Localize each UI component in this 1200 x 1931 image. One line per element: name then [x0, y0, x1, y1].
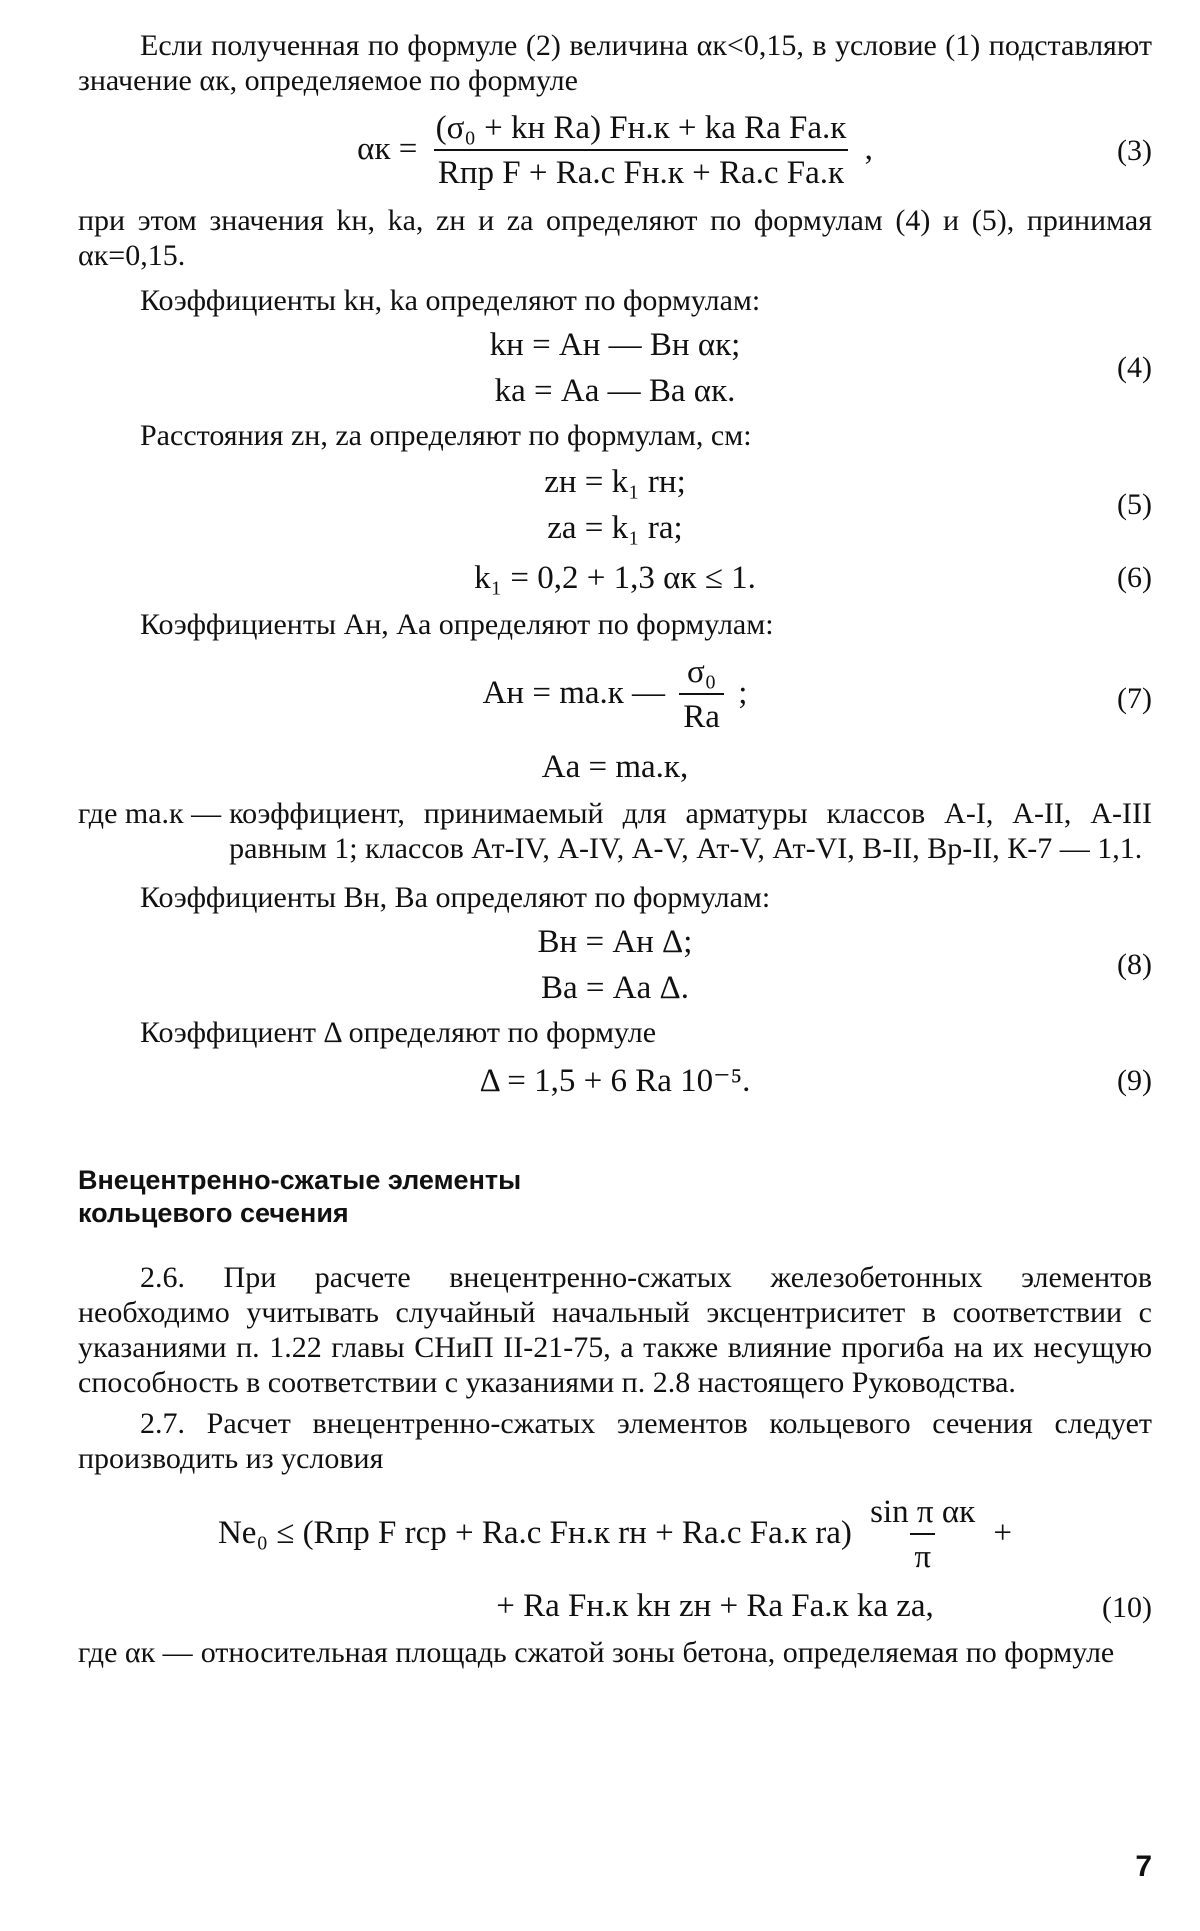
- equation-7-denominator: Rа: [679, 693, 724, 738]
- where-term-alpha: где αк —: [78, 1635, 193, 1669]
- where-definition-alpha: относительная площадь сжатой зоны бетона, определяемая по формуле: [200, 1635, 1115, 1669]
- where-clause-m: [78, 796, 1152, 866]
- section-heading-line-2: кольцевого сечения: [78, 1198, 349, 1228]
- equation-6-body: k₁ = 0,2 + 1,3 αк ≤ 1.: [474, 559, 756, 596]
- paragraph-intro: Если полученная по формуле (2) величина αк<0,15, в условие (1) подставляют значение αк, определяемое по формуле: [78, 29, 1152, 97]
- equation-6-number: (6): [1117, 560, 1152, 594]
- equation-7-numerator: σ₀: [686, 653, 717, 690]
- equation-8-line-1: Bн = Aн Δ;: [537, 924, 693, 960]
- equation-7-number: (7): [1117, 681, 1152, 715]
- equation-3-fraction: [432, 108, 851, 195]
- equation-3-numerator: (σ₀ + kн Rа) Fн.к + kа Rа Fа.к: [435, 110, 847, 146]
- equation-4: [78, 322, 1152, 414]
- paragraph-coefficients-A: Коэффициенты Aн, Aа определяют по формулам:: [140, 607, 774, 641]
- paragraph-after-3: при этом значения kн, kа, zн и zа определяют по формулам (4) и (5), принимая αк=0,15.: [78, 203, 1152, 272]
- equation-9-number: (9): [1117, 1064, 1152, 1097]
- equation-3-number: (3): [1117, 134, 1152, 168]
- equation-8-number: (8): [1117, 948, 1152, 981]
- equation-7-lhs: Aн = mа.к —: [482, 674, 666, 711]
- equation-7-tail: ;: [738, 674, 748, 711]
- equation-5-line-2: zа = k₁ rа;: [547, 509, 683, 546]
- equation-10-number: (10): [1102, 1590, 1152, 1624]
- equation-3-denominator: Rпр F + Rа.с Fн.к + Rа.с Fа.к: [434, 149, 848, 194]
- equation-5-number: (5): [1117, 487, 1152, 521]
- equation-10-numerator: sin π αк: [870, 1494, 976, 1530]
- paragraph-coefficients-k: Коэффициенты kн, kа определяют по формулам:: [140, 283, 761, 317]
- equation-10-line-2: + Rа Fн.к kн zн + Rа Fа.к kа zа,: [496, 1587, 934, 1624]
- equation-10: [78, 1492, 1152, 1629]
- equation-7-line-2: Aа = mа.к,: [541, 749, 689, 785]
- where-clause-alpha: [78, 1635, 1152, 1670]
- equation-5-line-1: zн = k₁ rн;: [544, 463, 686, 500]
- equation-7: [78, 652, 1152, 791]
- where-definition-m: коэффициент, принимаемый для арматуры классов А-I, А-II, А-III равным 1; классов Ат-IV, А-IV, А-V, Ат-V, Ат-VI, В-II, Вр-II, К-7 — 1,1.: [229, 797, 1152, 865]
- equation-4-line-2: kа = Aа — Bа αк.: [494, 372, 736, 409]
- equation-7-fraction: [679, 652, 724, 739]
- document-page: [78, 28, 1152, 1670]
- paragraph-coefficients-B: Коэффициенты Bн, Bа определяют по формулам:: [140, 881, 771, 914]
- equation-5: [78, 459, 1152, 551]
- equation-6: [78, 555, 1152, 601]
- equation-8: [78, 919, 1152, 1011]
- equation-8-line-2: Bа = Aа Δ.: [541, 970, 689, 1006]
- paragraph-2-6: 2.6. При расчете внецентренно-сжатых железобетонных элементов необходимо учитывать случайный начальный эксцентриситет в соответствии с указаниями п. 1.22 главы СНиП II-21-75, а также влияние прогиба на их несущую способность в соответствии с указаниями п. 2.8 настоящего Руководства.: [78, 1261, 1152, 1399]
- page-number: 7: [1135, 1850, 1152, 1883]
- equation-4-line-1: kн = Aн — Bн αк;: [489, 326, 741, 363]
- section-heading-line-1: Внецентренно-сжатые элементы: [78, 1165, 522, 1195]
- where-term-m: где mа.к —: [78, 797, 222, 830]
- equation-3: [78, 108, 1152, 195]
- equation-4-number: (4): [1117, 350, 1152, 384]
- paragraph-distances-z: Расстояния zн, zа определяют по формулам, см:: [140, 418, 752, 452]
- equation-3-lhs: αк =: [357, 130, 418, 167]
- paragraph-2-7: 2.7. Расчет внецентренно-сжатых элементов кольцевого сечения следует производить из условия: [78, 1407, 1152, 1475]
- equation-10-line-1: Ne₀ ≤ (Rпр F rср + Rа.с Fн.к rн + Rа.с Fа.к rа): [217, 1514, 852, 1551]
- paragraph-delta: Коэффициент Δ определяют по формуле: [140, 1016, 657, 1049]
- equation-10-line-1-tail: +: [993, 1514, 1013, 1551]
- equation-3-tail: ,: [864, 130, 873, 167]
- equation-9-body: Δ = 1,5 + 6 Rа 10⁻⁵.: [479, 1063, 751, 1099]
- section-heading: [78, 1164, 1152, 1230]
- equation-10-fraction: [866, 1492, 979, 1579]
- equation-9: [78, 1058, 1152, 1104]
- equation-10-denominator: π: [910, 1533, 935, 1578]
